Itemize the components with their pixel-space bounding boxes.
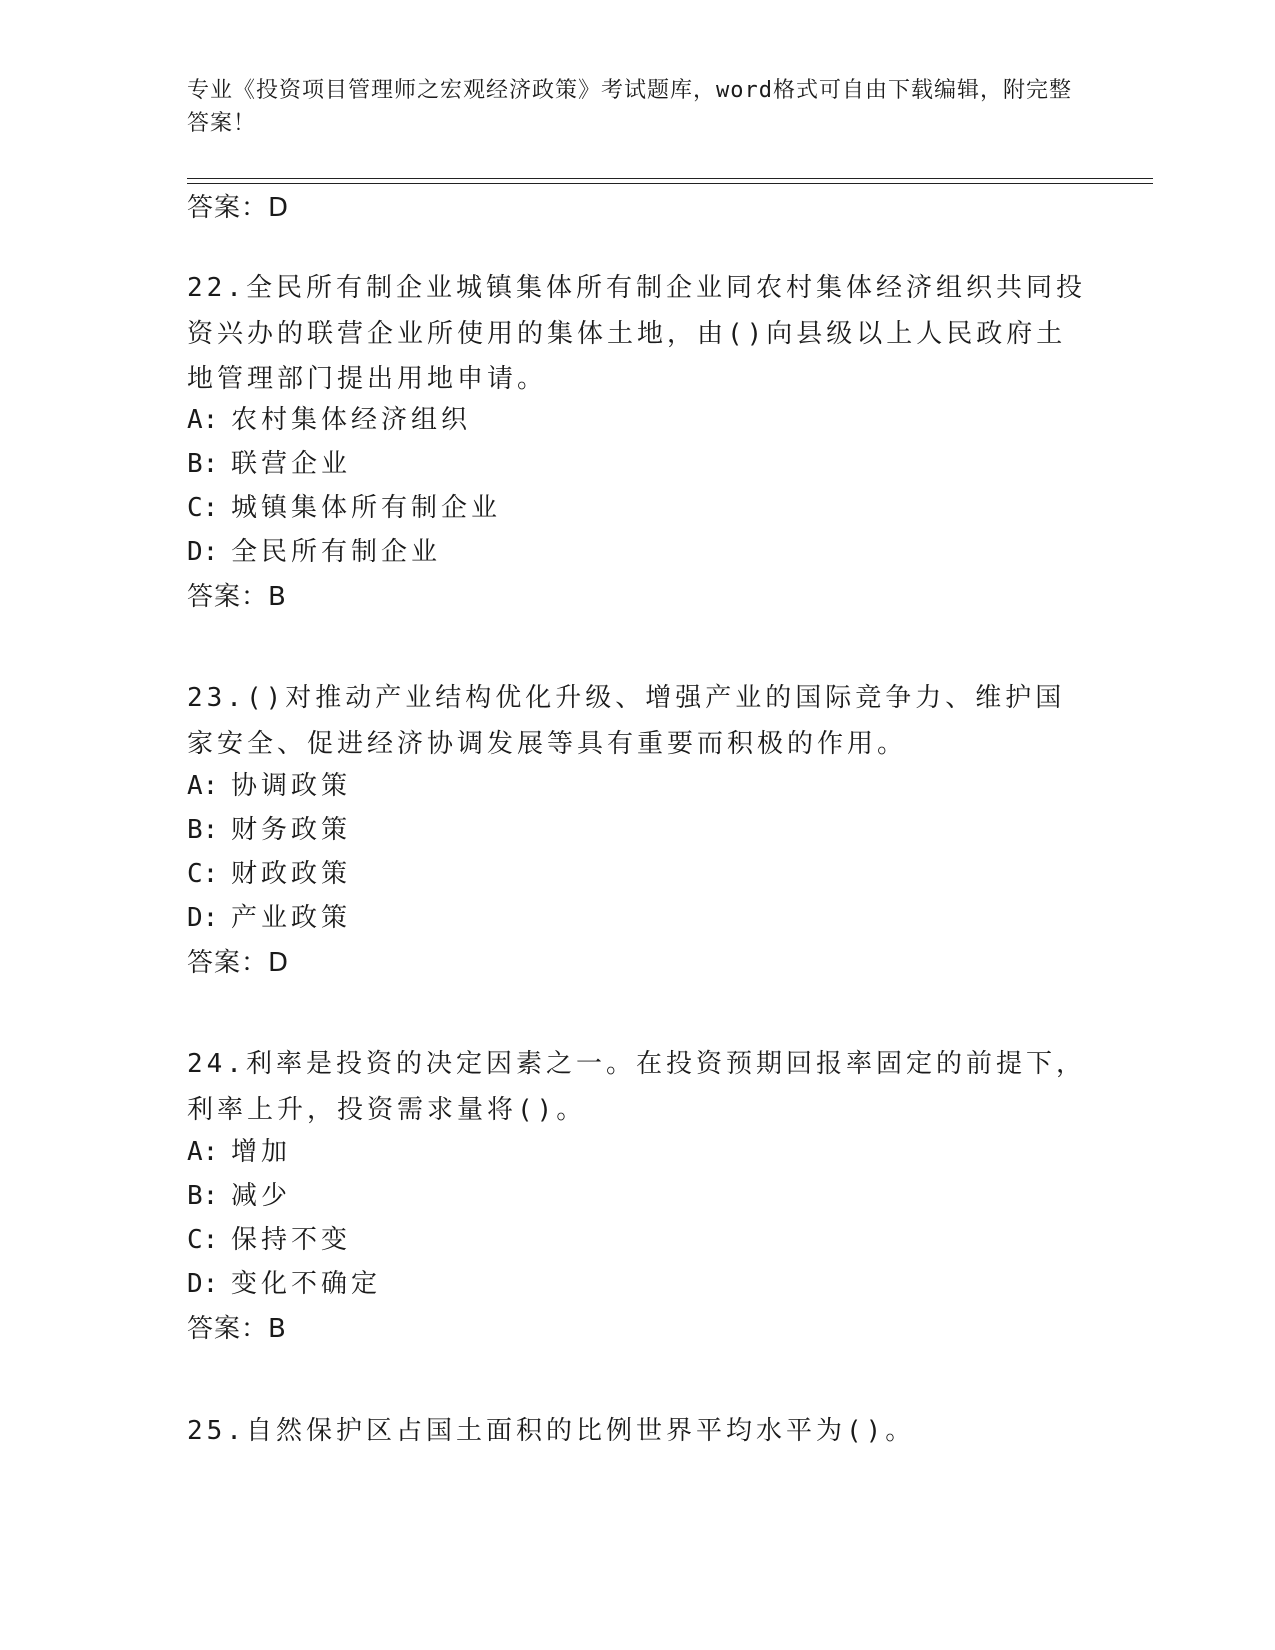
option-text: 全民所有制企业 [231,537,442,567]
header-rule-top [187,178,1153,179]
answer-previous: 答案：D [187,193,290,223]
question-22-option-b [187,446,351,482]
question-23-answer: 答案：D [187,948,290,978]
option-key: D: [187,903,219,933]
option-key: C: [187,859,219,889]
option-key: C: [187,1225,219,1255]
option-key: A: [187,405,219,435]
option-text: 增加 [231,1137,292,1167]
option-text: 农村集体经济组织 [231,405,472,435]
question-24-option-a [187,1134,291,1170]
option-text: 减少 [231,1181,292,1211]
question-24-option-d [187,1266,381,1302]
question-25-stem: 25.自然保护区占国土面积的比例世界平均水平为()。 [187,1416,916,1446]
question-22-option-a [187,402,471,438]
question-24-stem: 24.利率是投资的决定因素之一。在投资预期回报率固定的前提下，利率上升，投资需求量将()。 [187,1049,1086,1125]
option-text: 变化不确定 [231,1269,382,1299]
question-22-stem: 22.全民所有制企业城镇集体所有制企业同农村集体经济组织共同投资兴办的联营企业所使用的集体土地，由()向县级以上人民政府土地管理部门提出用地申请。 [187,273,1086,394]
question-24-answer: 答案：B [187,1314,287,1344]
option-key: A: [187,771,219,801]
question-23-option-d [187,900,351,936]
option-key: B: [187,1181,219,1211]
option-key: B: [187,449,219,479]
question-23-stem: 23.()对推动产业结构优化升级、增强产业的国际竞争力、维护国家安全、促进经济协调发展等具有重要而积极的作用。 [187,683,1066,759]
option-text: 城镇集体所有制企业 [231,493,502,523]
question-23-option-a [187,768,351,804]
option-text: 协调政策 [231,771,352,801]
option-key: A: [187,1137,219,1167]
question-24-option-c [187,1222,351,1258]
question-24-option-b [187,1178,291,1214]
option-key: D: [187,1269,219,1299]
question-23-option-b [187,812,351,848]
document-header: 专业《投资项目管理师之宏观经济政策》考试题库，word格式可自由下载编辑，附完整答案！ [187,78,1072,136]
question-22-option-d [187,534,441,570]
option-text: 保持不变 [231,1225,352,1255]
option-key: D: [187,537,219,567]
question-23-option-c [187,856,351,892]
option-text: 联营企业 [231,449,352,479]
option-text: 财政政策 [231,859,352,889]
option-key: C: [187,493,219,523]
option-text: 财务政策 [231,815,352,845]
question-22-answer: 答案：B [187,582,287,612]
option-key: B: [187,815,219,845]
option-text: 产业政策 [231,903,352,933]
question-22-option-c [187,490,501,526]
header-rule-bottom [187,183,1153,184]
